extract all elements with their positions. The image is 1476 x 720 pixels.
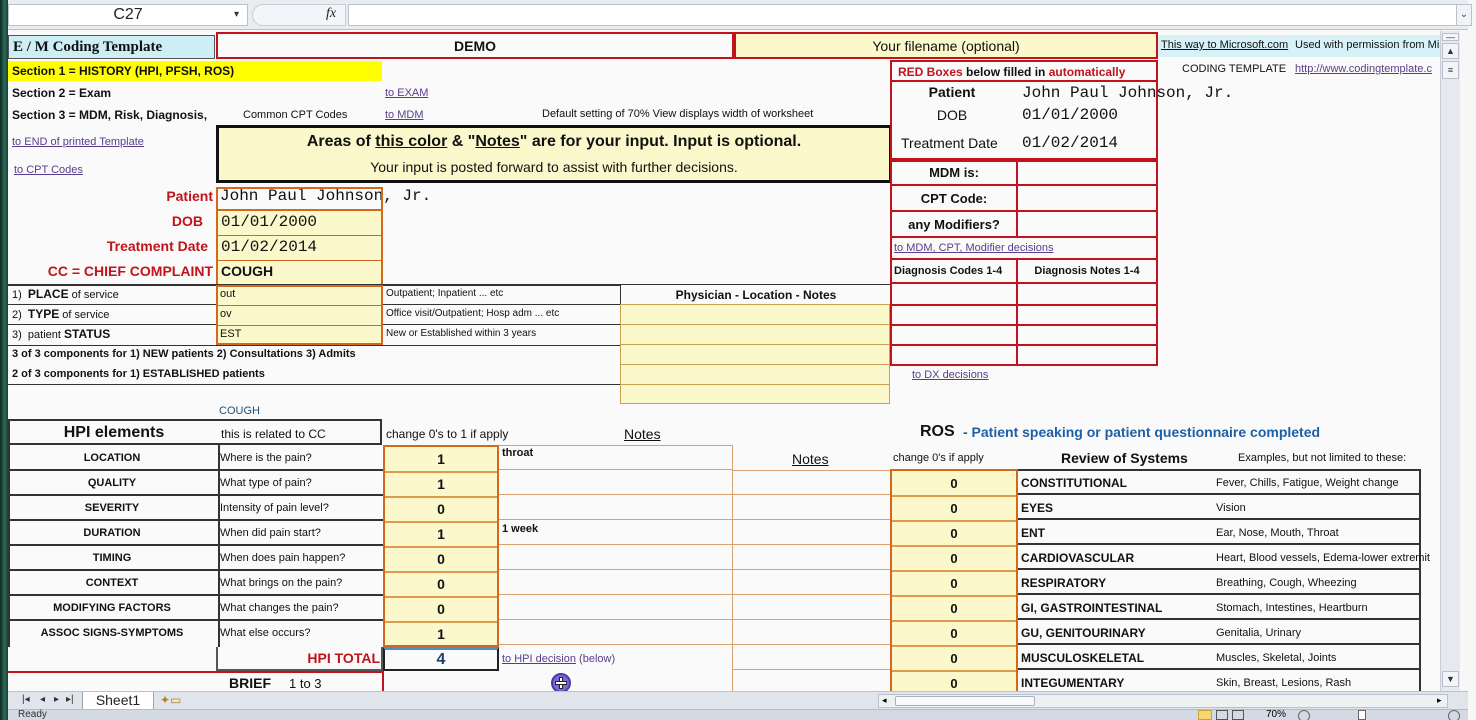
zoom-slider[interactable] (1358, 710, 1366, 720)
patient-name-input[interactable]: John Paul Johnson, Jr. (220, 187, 432, 205)
ros-examples-musculoskeletal: Muscles, Skeletal, Joints (1216, 652, 1337, 664)
hpi-value-modifying[interactable]: 0 (437, 601, 445, 617)
ros-value-ent[interactable]: 0 (950, 526, 958, 541)
ros-system-ent: ENT (1021, 526, 1045, 540)
ros-system-integumentary: INTEGUMENTARY (1021, 676, 1125, 690)
brief-label: BRIEF (229, 675, 271, 691)
hpi-header-row (8, 419, 382, 445)
mdm-label: MDM is: (929, 165, 979, 180)
input-divider (218, 235, 381, 236)
ros-row-line (1018, 643, 1421, 645)
name-box-dropdown-icon[interactable]: ▾ (234, 9, 240, 20)
notice-text-a: Areas of (306, 133, 376, 150)
default-view-note: Default setting of 70% View displays width of worksheet (542, 108, 814, 120)
value-divider (892, 670, 1016, 672)
hpi-total-value: 4 (436, 651, 446, 668)
hpi-row-line (10, 494, 384, 496)
coding-template-link[interactable]: http://www.codingtemplate.c (1295, 63, 1432, 75)
ros-examples-header: Examples, but not limited to these: (1238, 452, 1407, 464)
cell-cursor-icon (551, 673, 571, 691)
notes-line (499, 494, 733, 495)
notice-line-1 (219, 133, 889, 151)
modifiers-label-cell (892, 212, 1018, 238)
auto-patient-value: John Paul Johnson, Jr. (1022, 84, 1234, 102)
notes-divider (621, 364, 889, 365)
vertical-scrollbar[interactable] (1440, 31, 1460, 691)
ros-row-line (1018, 518, 1421, 520)
chief-complaint-input[interactable]: COUGH (221, 263, 274, 279)
service-row-3: 3) patient STATUS (12, 327, 111, 341)
to-dx-link[interactable]: to DX decisions (912, 369, 989, 381)
dx-codes-header: Diagnosis Codes 1-4 (894, 265, 1003, 277)
notes-line (733, 544, 890, 545)
brief-range: 1 to 3 (289, 676, 322, 691)
title-cell (8, 35, 215, 59)
microsoft-link[interactable]: This way to Microsoft.com (1161, 39, 1289, 51)
hpi-element-location: LOCATION (83, 452, 141, 464)
status-bar (8, 709, 1468, 720)
ros-examples-eyes: Vision (1216, 502, 1246, 514)
notes-header-2: Notes (792, 451, 829, 467)
hpi-row-line (10, 469, 384, 471)
hpi-related: this is related to CC (221, 427, 326, 441)
demo-cell[interactable] (216, 32, 734, 59)
value-divider (892, 620, 1016, 622)
section-3-label: Section 3 = MDM, Risk, Diagnosis, (12, 108, 208, 122)
notes-line (733, 594, 890, 595)
physician-notes-header-cell (620, 284, 890, 304)
ros-examples-ent: Ear, Nose, Mouth, Throat (1216, 527, 1339, 539)
mdm-cpt-box (890, 160, 1158, 260)
notes-line (499, 644, 733, 645)
input-notice-box (216, 125, 892, 183)
type-of-service-desc: Office visit/Outpatient; Hosp adm ... etc (386, 308, 560, 319)
auto-dob-label: DOB (936, 107, 968, 123)
dx-codes-header-cell (892, 260, 1018, 284)
patient-label: Patient (166, 188, 213, 204)
hpi-question-timing: When does pain happen? (220, 552, 346, 564)
input-divider (218, 260, 381, 261)
page-break-icon[interactable] (1232, 710, 1244, 720)
hpi-row-line (10, 619, 384, 621)
notes-divider (621, 384, 889, 385)
notes-line (499, 544, 733, 545)
hpi-note-location[interactable]: throat (502, 447, 534, 459)
type-of-service-input[interactable]: ov (220, 308, 232, 320)
hpi-header: HPI elements (63, 424, 165, 441)
place-of-service-desc: Outpatient; Inpatient ... etc (386, 288, 504, 299)
hpi-element-modifying: MODIFYING FACTORS (53, 602, 171, 614)
hpi-change-hint: change 0's to 1 if apply (386, 427, 509, 441)
window-edge (0, 0, 8, 720)
notes-line (733, 470, 890, 471)
auto-patient-box (890, 82, 1234, 160)
ros-value-musculoskeletal[interactable]: 0 (950, 651, 958, 666)
ros-system-cardiovascular: CARDIOVASCULAR (1021, 551, 1135, 565)
notes-line (499, 469, 733, 470)
hpi-question-severity: Intensity of pain level? (220, 502, 329, 514)
dob-label: DOB (171, 213, 203, 229)
status-text: Ready (18, 709, 47, 720)
row-line (383, 304, 620, 305)
patient-name-cell (216, 187, 383, 211)
components-established: 2 of 3 components for 1) ESTABLISHED patients (12, 368, 265, 380)
hpi-element-assoc: ASSOC SIGNS-SYMPTOMS (40, 627, 184, 639)
scroll-thumb[interactable]: ≡ (1442, 61, 1459, 79)
notice-this-color: this color (375, 133, 448, 150)
ros-change-hint: change 0's if apply (893, 452, 984, 464)
notes-line (733, 619, 890, 620)
ros-row-line (1018, 568, 1421, 570)
dx-notes-header: Diagnosis Notes 1-4 (1034, 265, 1140, 277)
ros-subtitle: - Patient speaking or patient questionnaire completed (963, 424, 1321, 440)
filename-cell[interactable] (734, 32, 1158, 59)
ros-system-eyes: EYES (1021, 501, 1054, 515)
coding-template-label: CODING TEMPLATE (1182, 63, 1287, 75)
hpi-row-line (10, 594, 384, 596)
hpi-value-timing[interactable]: 0 (437, 551, 445, 567)
page-layout-icon[interactable] (1216, 710, 1228, 720)
normal-view-icon[interactable] (1198, 710, 1212, 720)
hpi-row-line (10, 519, 384, 521)
hpi-value-location[interactable]: 1 (437, 451, 445, 467)
insert-sheet-icon[interactable]: ✦▭ (160, 693, 182, 707)
ros-row-line (1018, 593, 1421, 595)
notes-line (733, 644, 890, 645)
auto-patient-label: Patient (928, 84, 976, 100)
notes-line (733, 519, 890, 520)
insert-function-icon[interactable]: fx (326, 6, 337, 21)
template-title: E / M Coding Template (13, 39, 163, 55)
diagnosis-table (890, 260, 1158, 366)
ros-row-line (1018, 469, 1421, 471)
hpi-element-quality: QUALITY (87, 477, 137, 489)
value-divider (892, 595, 1016, 597)
treatment-date-input[interactable]: 01/02/2014 (221, 238, 318, 256)
ros-value-gi[interactable]: 0 (950, 601, 958, 616)
value-divider (385, 521, 497, 523)
auto-dob-value: 01/01/2000 (1022, 106, 1119, 124)
value-divider (385, 471, 497, 473)
red-divider-v (382, 671, 384, 691)
hpi-question-location: Where is the pain? (220, 452, 312, 464)
value-divider (385, 496, 497, 498)
hpi-element-timing: TIMING (92, 552, 132, 564)
value-divider (892, 495, 1016, 497)
cc-echo: COUGH (219, 405, 260, 417)
auto-treatment-value: 01/02/2014 (1022, 134, 1119, 152)
horizontal-scrollbar[interactable] (878, 694, 1448, 708)
hpi-question-modifying: What changes the pain? (220, 602, 339, 614)
notes-line (499, 619, 733, 620)
hpi-col-divider (218, 445, 220, 647)
physician-notes-input[interactable] (620, 304, 890, 404)
notice-notes: Notes (475, 133, 520, 150)
formula-input[interactable] (348, 4, 1458, 26)
cpt-label-cell (892, 186, 1018, 212)
ros-examples-constitutional: Fever, Chills, Fatigue, Weight change (1216, 477, 1399, 489)
to-exam-link[interactable]: to EXAM (385, 87, 429, 99)
patient-status-desc: New or Established within 3 years (386, 328, 537, 339)
hpi-decision-link-group (502, 653, 615, 665)
ros-examples-cardiovascular: Heart, Blood vessels, Edema-lower extremit (1216, 552, 1430, 564)
ros-row-line (1018, 668, 1421, 670)
section-1-highlight (8, 61, 382, 81)
to-end-link[interactable]: to END of printed Template (12, 136, 144, 148)
hpi-value-duration[interactable]: 1 (437, 526, 445, 542)
dob-input[interactable]: 01/01/2000 (221, 213, 318, 231)
row-line (8, 324, 216, 325)
ros-system-gi: GI, GASTROINTESTINAL (1021, 601, 1163, 615)
dx-notes-header-cell (1018, 260, 1156, 284)
ros-value-gu[interactable]: 0 (950, 626, 958, 641)
hpi-question-duration: When did pain start? (220, 527, 321, 539)
notes-line (733, 669, 890, 670)
ms-link-cell (1158, 35, 1440, 57)
ros-examples-gi: Stomach, Intestines, Heartburn (1216, 602, 1368, 614)
section-2-label: Section 2 = Exam (12, 86, 112, 100)
value-divider (892, 645, 1016, 647)
auto-treatment-label: Treatment Date (901, 135, 998, 151)
value-divider (892, 570, 1016, 572)
permission-text: Used with permission from Mi (1295, 39, 1440, 51)
notice-text-b: & " (447, 133, 476, 150)
row-line (8, 304, 216, 305)
zoom-level: 70% (1266, 709, 1287, 720)
worksheet-grid[interactable] (8, 31, 1440, 691)
components-new: 3 of 3 components for 1) NEW patients 2) Consultations 3) Admits (12, 348, 356, 360)
ros-examples-gu: Genitalia, Urinary (1216, 627, 1301, 639)
tab-sheet1[interactable]: Sheet1 (82, 692, 154, 710)
red-boxes-note: RED Boxes below filled in automatically (898, 65, 1126, 79)
ros-notes-column[interactable] (733, 470, 890, 691)
hpi-note-duration[interactable]: 1 week (502, 523, 539, 535)
cpt-value (1018, 186, 1156, 212)
hpi-element-severity: SEVERITY (84, 502, 140, 514)
value-divider (385, 596, 497, 598)
ros-value-cardiovascular[interactable]: 0 (950, 551, 958, 566)
row-line (8, 345, 620, 346)
name-box[interactable]: C27 (8, 4, 248, 26)
scroll-left-icon[interactable]: ◂ (882, 695, 887, 705)
horizontal-scroll-thumb[interactable] (895, 696, 1035, 706)
place-of-service-input[interactable]: out (220, 288, 236, 300)
ros-value-eyes[interactable]: 0 (950, 501, 958, 516)
filename-label: Your filename (optional) (872, 38, 1020, 54)
ros-examples-integumentary: Skin, Breast, Lesions, Rash (1216, 677, 1352, 689)
to-hpi-decision-link[interactable]: to HPI decision (502, 653, 576, 665)
ros-examples-respiratory: Breathing, Cough, Wheezing (1216, 577, 1357, 589)
ros-system-constitutional: CONSTITUTIONAL (1021, 476, 1127, 490)
notice-text-c: " are for your input. Input is optional. (519, 133, 802, 150)
patient-status-input[interactable]: EST (220, 328, 242, 340)
hpi-value-quality[interactable]: 1 (437, 476, 445, 492)
review-of-systems-header: Review of Systems (1061, 450, 1188, 466)
notes-line (499, 519, 733, 520)
section-3-cpt: Common CPT Codes (243, 109, 348, 121)
physician-notes-header: Physician - Location - Notes (675, 288, 837, 302)
hpi-total-label: HPI TOTAL (307, 650, 380, 666)
row-line (8, 384, 620, 385)
ros-value-integumentary[interactable]: 0 (950, 676, 958, 691)
ros-value-constitutional[interactable]: 0 (950, 476, 958, 491)
hpi-total-cell[interactable] (383, 647, 499, 671)
expand-formula-bar-icon[interactable]: ⌄ (1456, 4, 1472, 26)
hpi-table (8, 445, 382, 647)
treatment-date-label: Treatment Date (106, 238, 208, 254)
demo-label: DEMO (454, 38, 496, 54)
hpi-question-context: What brings on the pain? (220, 577, 343, 589)
row-line (383, 324, 620, 325)
section-1-label: Section 1 = HISTORY (HPI, PFSH, ROS) (12, 64, 235, 78)
ros-row-line (1018, 543, 1421, 545)
service-row-2: 2) TYPE of service (12, 307, 110, 321)
to-mdm-cpt-link[interactable]: to MDM, CPT, Modifier decisions (894, 242, 1054, 254)
hpi-value-context[interactable]: 0 (437, 576, 445, 592)
hpi-row-line (10, 544, 384, 546)
scroll-right-icon[interactable]: ▸ (1437, 695, 1442, 705)
modifiers-label: any Modifiers? (908, 217, 1000, 232)
notes-line (499, 445, 733, 446)
ros-value-respiratory[interactable]: 0 (950, 576, 958, 591)
dx-row-divider (892, 344, 1156, 346)
hpi-value-severity[interactable]: 0 (437, 501, 445, 517)
hpi-decision-suffix: (below) (575, 653, 616, 665)
prev-sheet-icon[interactable]: ◂ (40, 694, 46, 705)
dx-row-divider (892, 304, 1156, 306)
hpi-notes-header: Notes (624, 426, 661, 442)
hpi-question-assoc: What else occurs? (220, 627, 311, 639)
red-divider (8, 671, 383, 673)
notes-divider (621, 324, 889, 325)
value-divider (385, 621, 497, 623)
hpi-row-line (10, 569, 384, 571)
formula-bar (8, 0, 1468, 30)
ros-row-line (1018, 618, 1421, 620)
next-sheet-icon[interactable]: ▸ (54, 694, 60, 705)
mdm-value (1018, 162, 1156, 186)
ros-system-respiratory: RESPIRATORY (1021, 576, 1107, 590)
cpt-label: CPT Code: (920, 191, 988, 206)
dx-row-divider (892, 324, 1156, 326)
service-row-1: 1) PLACE of service (12, 287, 119, 301)
value-divider (892, 545, 1016, 547)
last-sheet-icon[interactable]: ▸| (66, 694, 74, 705)
scroll-up-icon[interactable]: ▲ (1442, 43, 1459, 59)
notes-divider (621, 344, 889, 345)
value-divider (385, 546, 497, 548)
red-boxes-header (890, 60, 1158, 82)
ros-system-gu: GU, GENITOURINARY (1021, 626, 1146, 640)
split-box-icon[interactable]: — (1442, 33, 1459, 41)
ros-system-musculoskeletal: MUSCULOSKELETAL (1021, 651, 1145, 665)
notes-line (733, 569, 890, 570)
chief-complaint-label: CC = CHIEF COMPLAINT (47, 263, 213, 279)
notes-line (733, 494, 890, 495)
input-divider (218, 305, 381, 306)
ros-title: ROS (920, 423, 955, 440)
hpi-element-duration: DURATION (83, 527, 141, 539)
hpi-question-quality: What type of pain? (220, 477, 312, 489)
scroll-down-icon[interactable]: ▼ (1442, 671, 1459, 687)
notes-line (499, 569, 733, 570)
value-divider (385, 571, 497, 573)
ros-row-line (1018, 493, 1421, 495)
notice-line-2: Your input is posted forward to assist with further decisions. (370, 159, 738, 175)
hpi-element-context: CONTEXT (85, 577, 139, 589)
zoom-out-icon[interactable] (1298, 710, 1310, 720)
modifiers-value (1018, 212, 1156, 238)
hpi-total-label-cell (216, 647, 383, 671)
input-divider (218, 325, 381, 326)
first-sheet-icon[interactable]: |◂ (22, 694, 30, 705)
zoom-in-icon[interactable] (1448, 710, 1460, 720)
sheet-tab-bar (8, 691, 1468, 709)
hpi-value-assoc[interactable]: 1 (437, 626, 445, 642)
to-mdm-link[interactable]: to MDM (385, 109, 424, 121)
mdm-label-cell (892, 162, 1018, 186)
value-divider (892, 520, 1016, 522)
notes-line (499, 594, 733, 595)
to-cpt-link[interactable]: to CPT Codes (14, 164, 83, 176)
